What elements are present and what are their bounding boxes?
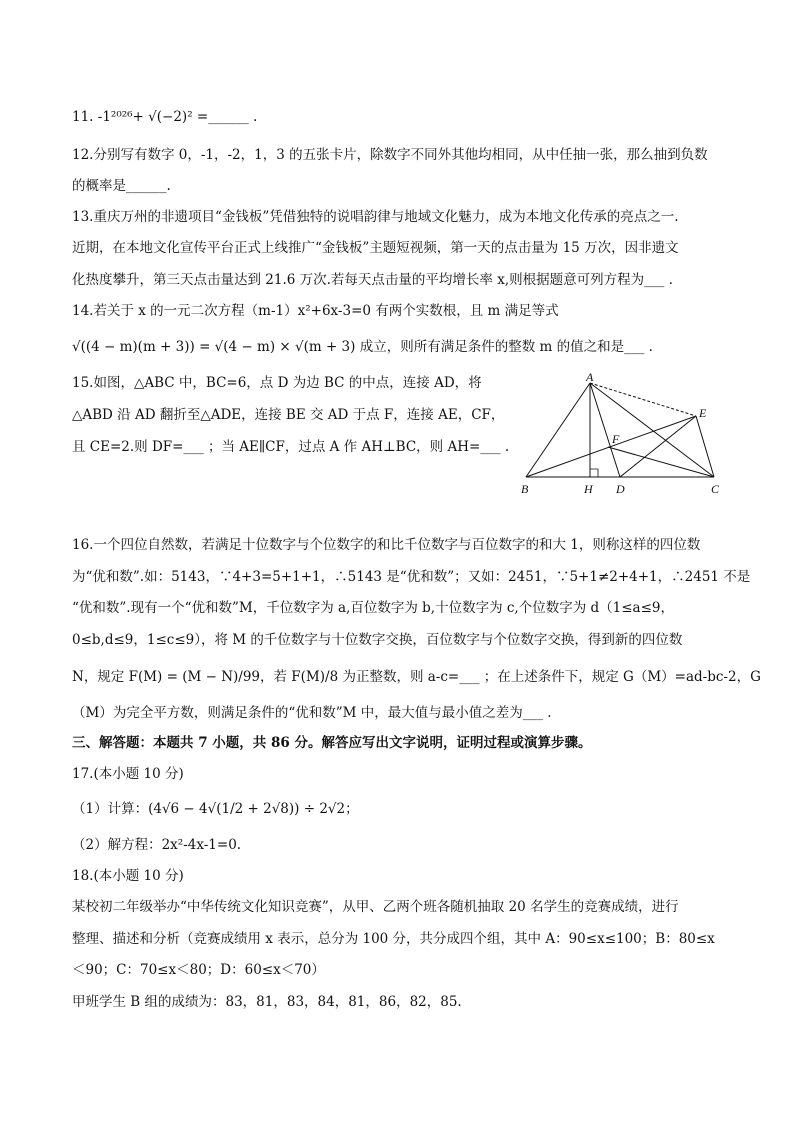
text-line: 14.若关于 x 的一元二次方程（m-1）x²+6x-3=0 有两个实数根，且 m 满足等式 xyxy=(72,303,559,319)
text-line: （M）为完全平方数，则满足条件的“优和数”M 中，最大值与最小值之差为___ . xyxy=(72,705,552,721)
text-line: N，规定 F(M) = (M − N)/99，若 F(M)/8 为正整数，则 a-c=___ ；在上述条件下，规定 G（M）=ad-bc-2，G xyxy=(72,669,761,685)
label-a: A xyxy=(586,372,594,384)
text-line: 15.如图，△ABC 中，BC=6，点 D 为边 BC 的中点，连接 AD，将 xyxy=(72,375,482,391)
text-line: 11. -1²⁰²⁶+ √(−2)² =______ . xyxy=(72,109,258,125)
text-line: 0≤b,d≤9，1≤c≤9），将 M 的千位数字与十位数字交换，百位数字与个位数字交换，得到新的四位数 xyxy=(72,632,683,648)
text-line: “优和数”.现有一个“优和数”M，千位数字为 a,百位数字为 b,十位数字为 c,个位数字为 d（1≤a≤9， xyxy=(72,600,675,616)
text-line: 化热度攀升，第三天点击量达到 21.6 万次.若每天点击量的平均增长率 x,则根据题意可列方程为___ . xyxy=(72,272,673,288)
text-line: 17.(本小题 10 分) xyxy=(72,766,184,782)
segment-be xyxy=(526,416,696,477)
text-line: 近期，在本地文化宣传平台正式上线推广“金钱板”主题短视频，第一天的点击量为 15 万次，因非遗文 xyxy=(72,240,679,256)
text-line: △ABD 沿 AD 翻折至△ADE，连接 BE 交 AD 于点 F，连接 AE，CF， xyxy=(72,407,505,423)
right-angle-mark xyxy=(590,469,598,477)
text-line: 三、解答题：本题共 7 小题，共 86 分。解答应写出文字说明，证明过程或演算步骤。 xyxy=(72,735,592,751)
text-line: 18.(本小题 10 分) xyxy=(72,868,184,884)
text-line: （2）解方程：2x²-4x-1=0. xyxy=(72,837,242,853)
segment-ce xyxy=(696,416,714,477)
text-line: 13.重庆万州的非遗项目“金钱板”凭借独特的说唱韵律与地域文化魅力，成为本地文化传承的亮点之一. xyxy=(72,209,679,225)
label-f: F xyxy=(612,432,620,446)
text-line: 某校初二年级举办“中华传统文化知识竞赛”，从甲、乙两个班各随机抽取 20 名学生的竞赛成绩，进行 xyxy=(72,899,679,915)
label-e: E xyxy=(699,406,707,420)
label-h: H xyxy=(584,482,593,496)
text-line: 12.分别写有数字 0，-1，-2，1，3 的五张卡片，除数字不同外其他均相同，从中任抽一张，那么抽到负数 xyxy=(72,147,708,163)
label-b: B xyxy=(521,482,529,496)
text-line: 的概率是______. xyxy=(72,178,171,194)
segment-ad xyxy=(590,383,620,477)
text-line: 为“优和数”.如：5143，∵4+3=5+1+1，∴5143 是“优和数”；又如：2451，∵5+1≠2+4+1，∴2451 不是 xyxy=(72,569,751,585)
segment-ae-dashed xyxy=(590,383,696,416)
text-line: 16.一个四位自然数，若满足十位数字与个位数字的和比千位数字与百位数字的和大 1，则称这样的四位数 xyxy=(72,537,701,553)
text-line: 且 CE=2.则 DF=___ ；当 AE∥CF，过点 A 作 AH⊥BC，则 AH=___ . xyxy=(72,439,510,455)
segment-de xyxy=(620,416,696,477)
segment-ac xyxy=(590,383,714,477)
text-line: 整理、描述和分析（竞赛成绩用 x 表示，总分为 100 分，共分成四个组，其中 A：90≤x≤100；B：80≤x xyxy=(72,931,715,947)
text-line: （1）计算：(4√6 − 4√(1/2 + 2√8)) ÷ 2√2； xyxy=(72,801,359,817)
label-d: D xyxy=(616,482,625,496)
label-c: C xyxy=(711,482,720,496)
segment-ab xyxy=(526,383,590,477)
text-line: ＜90；C：70≤x＜80；D：60≤x＜70） xyxy=(72,962,325,978)
text-line: √((4 − m)(m + 3)) = √(4 − m) × √(m + 3) 成立，则所有满足条件的整数 m 的值之和是___ . xyxy=(72,339,653,355)
geometry-figure xyxy=(518,372,728,500)
text-line: 甲班学生 B 组的成绩为：83，81，83，84，81，86，82，85. xyxy=(72,994,462,1010)
segment-cf xyxy=(608,447,714,477)
